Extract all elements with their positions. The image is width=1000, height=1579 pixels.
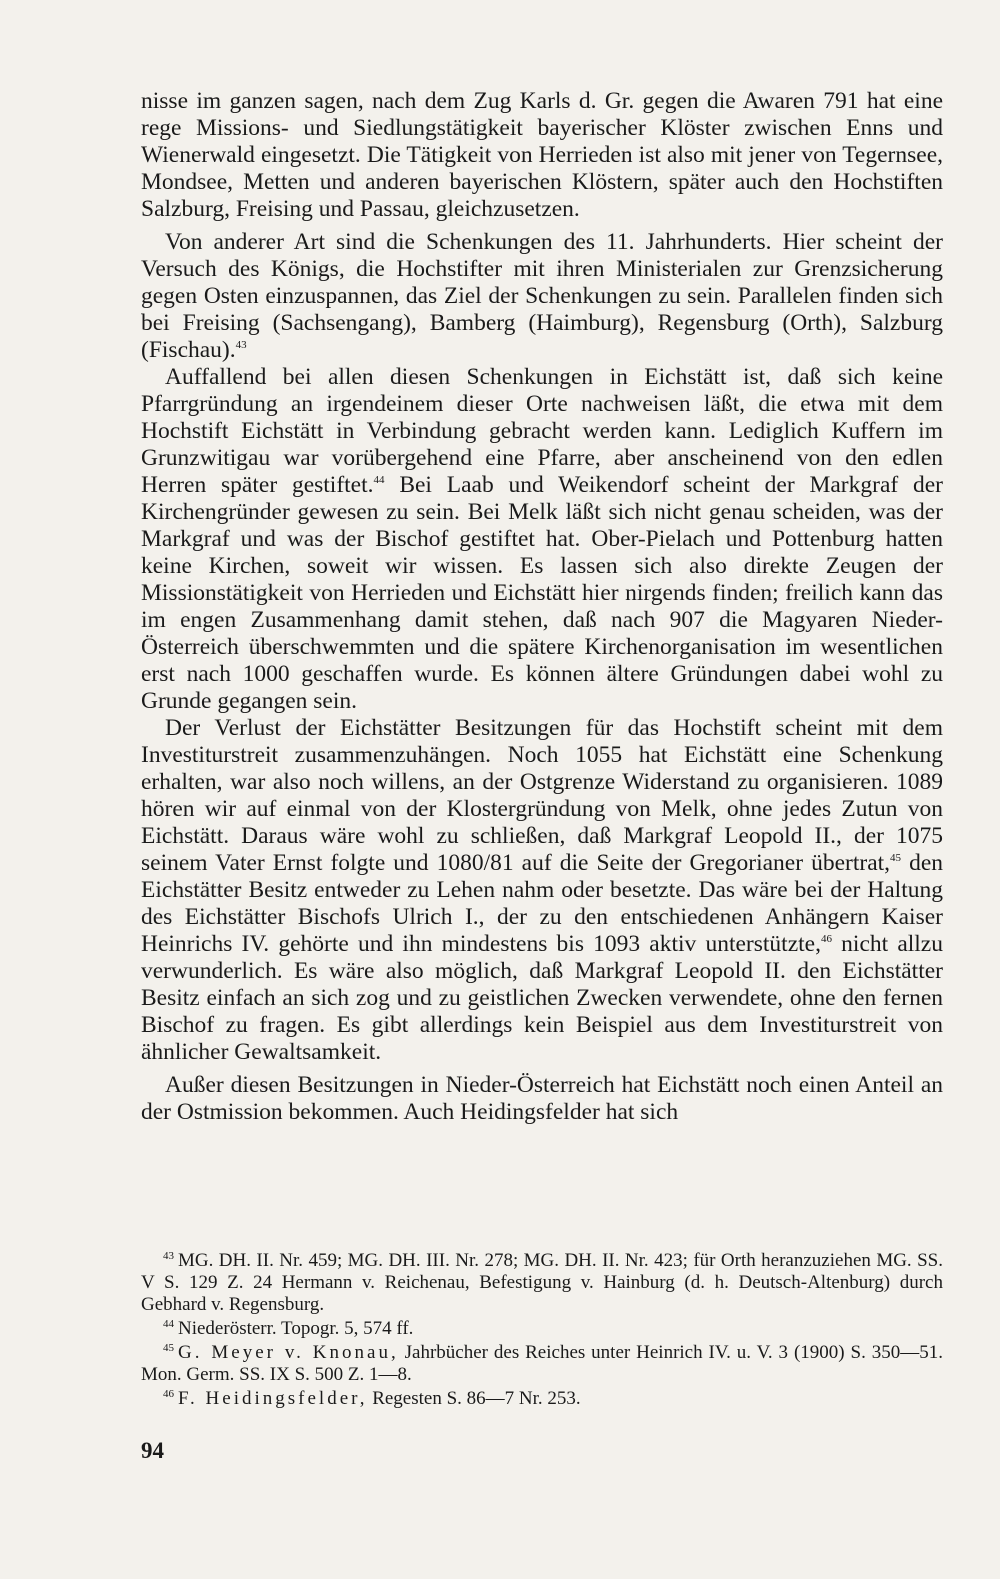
paragraph-4 (141, 715, 943, 1066)
footnote-text: Niederösterr. Topogr. 5, 574 ff. (178, 1318, 414, 1339)
paragraph-1-text: nisse im ganzen sagen, nach dem Zug Karls d. Gr. gegen die Awaren 791 hat eine rege Missions- und Siedlungstätigkeit bayerischer Klöster zwischen Enns und Wienerwald eingesetzt. Die Tätigkeit von Herrieden ist also mit jener von Tegernsee, Mondsee, Metten und anderen bayerischen Klöstern, später auch den Hochstiften Salzburg, Freising und Passau, gleichzusetzen. (141, 88, 943, 222)
paragraph-4-text-b: den Eichstätter Besitz entweder zu Lehen nahm oder besetzte. Das wäre bei der Haltung des Eichstätter Bischofs Ulrich I., der zu den entschiedenen Anhängern Kaiser Heinrichs IV. gehörte und ihn mindestens bis 1093 aktiv unterstützte, (141, 850, 944, 957)
main-text (141, 88, 943, 1126)
footnote-ref-45[interactable]: 45 (890, 852, 902, 865)
footnote-text: Regesten S. 86—7 Nr. 253. (367, 1388, 581, 1409)
paragraph-2 (141, 229, 943, 364)
footnote-ref-44[interactable]: 44 (373, 474, 385, 487)
paragraph-2-text: Von anderer Art sind die Schenkungen des 11. Jahrhunderts. Hier scheint der Versuch des Königs, die Hochstifter mit ihren Ministerialen zur Grenzsicherung gegen Osten einzuspannen, das Ziel der Schenkungen zu sein. Parallelen finden sich bei Freising (Sachsengang), Bamberg (Haimburg), Regensburg (Orth), Salzburg (Fischau). (141, 229, 943, 363)
paragraph-5 (141, 1072, 943, 1126)
paragraph-3-text-a: Auffallend bei allen diesen Schenkungen in Eichstätt ist, daß sich keine Pfarrgründung an irgendeinem dieser Orte nachweisen läßt, die etwa mit dem Hochstift Eichstätt in Verbindung gebracht werden kann. Lediglich Kuffern im Grunzwitigau war vorübergehend eine Pfarre, aber anscheinend von den edlen Herren später gestiftet. (141, 364, 943, 498)
paragraph-3-text-b: Bei Laab und Weikendorf scheint der Markgraf der Kirchengründer gewesen zu sein. Bei Melk läßt sich nicht genau scheiden, was der Markgraf und was der Bischof gestiftet hat. Ober-Pielach und Pottenburg hatten keine Kirchen, soweit wir wissen. Es lassen sich also direkte Zeugen der Missionstätigkeit von Herrieden und Eichstätt hier nirgends finden; freilich kann das im engen Zusammenhang damit stehen, daß nach 907 die Magyaren Nieder-Österreich überschwemmten und die spätere Kirchenorganisation im wesentlichen erst nach 1000 geschaffen wurde. Es können ältere Gründungen dabei wohl zu Grunde gegangen sein. (141, 472, 944, 714)
page-number: 94 (141, 1438, 164, 1463)
footnote-author: G. Meyer v. Knonau, (178, 1342, 399, 1363)
footnote-text: MG. DH. II. Nr. 459; MG. DH. III. Nr. 278; MG. DH. II. Nr. 423; für Orth heranzuziehen MG. SS. V S. 129 Z. 24 Hermann v. Reichenau, Befestigung v. Hainburg (d. h. Deutsch-Altenburg) durch Gebhard v. Regensburg. (141, 1250, 943, 1315)
footnote-author: F. Heidingsfelder, (178, 1388, 368, 1409)
paragraph-1 (141, 88, 943, 223)
paragraph-5-text: Außer diesen Besitzungen in Nieder-Österreich hat Eichstätt noch einen Anteil an der Ostmission bekommen. Auch Heidingsfelder hat sich (141, 1072, 943, 1125)
footnote-45: 45 G. Meyer v. Knonau, Jahrbücher des Reiches unter Heinrich IV. u. V. 3 (1900) S. 350—51. Mon. Germ. SS. IX S. 500 Z. 1—8. (141, 1341, 943, 1385)
footnote-ref-46[interactable]: 46 (820, 933, 832, 946)
paragraph-4-text-c: nicht allzu verwunderlich. Es wäre also möglich, daß Markgraf Leopold II. den Eichstätter Besitz einfach an sich zog und zu geistlichen Zwecken verwendete, ohne den fernen Bischof zu fragen. Es gibt allerdings kein Beispiel aus dem Investiturstreit von ähnlicher Gewaltsamkeit. (141, 931, 943, 1065)
footnote-ref-43[interactable]: 43 (235, 339, 247, 352)
footnote-44: 44 Niederösterr. Topogr. 5, 574 ff. (163, 1317, 414, 1339)
footnote-43: 43 MG. DH. II. Nr. 459; MG. DH. III. Nr. 278; MG. DH. II. Nr. 423; für Orth heranzuziehen MG. SS. V S. 129 Z. 24 Hermann v. Reichenau, Befestigung v. Hainburg (d. h. Deutsch-Altenburg) durch Gebhard v. Regensburg. (141, 1249, 943, 1315)
footnote-46: 46 F. Heidingsfelder, Regesten S. 86—7 Nr. 253. (163, 1387, 581, 1409)
paragraph-3 (141, 364, 943, 715)
paragraph-4-text-a: Der Verlust der Eichstätter Besitzungen für das Hochstift scheint mit dem Investiturstreit zusammenzuhängen. Noch 1055 hat Eichstätt eine Schenkung erhalten, war also noch willens, an der Ostgrenze Widerstand zu organisieren. 1089 hören wir auf einmal von der Klostergründung von Melk, ohne jedes Zutun von Eichstätt. Daraus wäre wohl zu schließen, daß Markgraf Leopold II., der 1075 seinem Vater Ernst folgte und 1080/81 auf die Seite der Gregorianer übertrat, (141, 715, 943, 876)
footnotes (141, 1250, 943, 1412)
footnote-text: Jahrbücher des Reiches unter Heinrich IV. u. V. 3 (1900) S. 350—51. Mon. Germ. SS. IX S. 500 Z. 1—8. (141, 1342, 943, 1385)
